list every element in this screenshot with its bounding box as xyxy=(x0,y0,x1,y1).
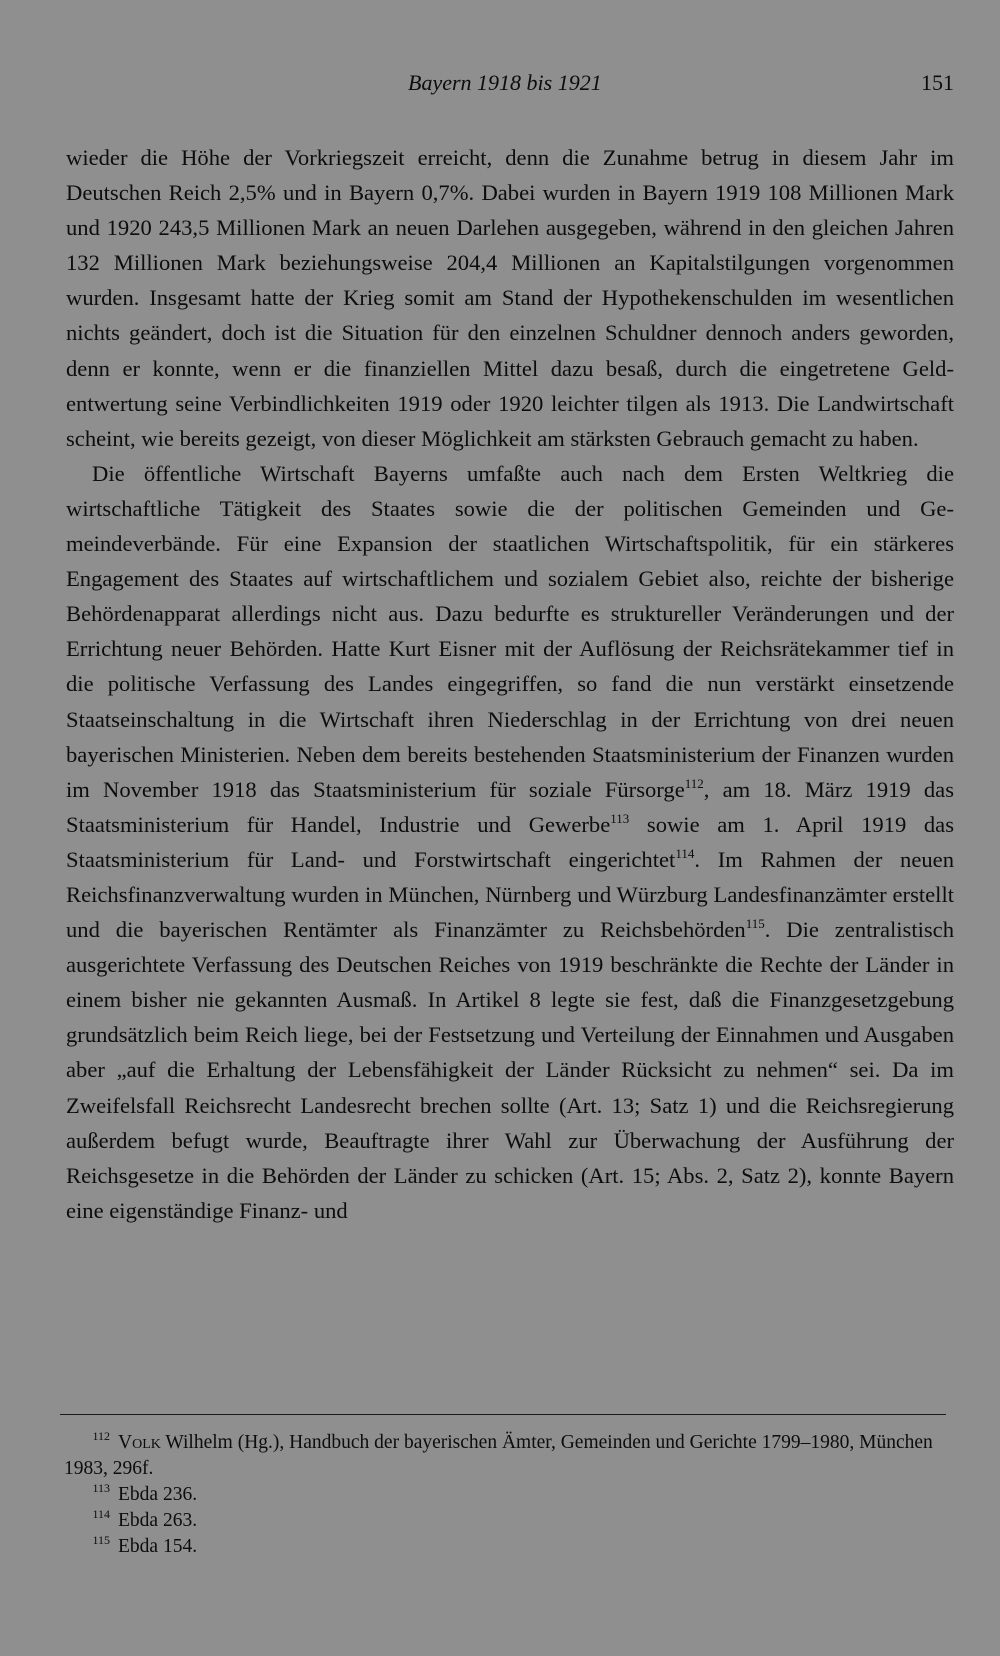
footnote-text: Ebda 236. xyxy=(118,1484,198,1505)
footnote-113 xyxy=(64,1482,952,1508)
running-head xyxy=(0,70,1000,100)
footnote-marker xyxy=(64,1430,118,1456)
paragraph-2-segment: . Die zentralistisch ausgerichtete Verfassung des Deutschen Reiches von 1919 beschränkte die Rechte der Länder in einem bisher nie gekannten Ausmaß. In Artikel 8 legte sie fest, daß die Finanzgesetzgebung grundsätzlich beim Reich liege, bei der Festsetzung und Verteilung der Einnahmen und Ausgaben aber „auf die Erhaltung der Lebensfähigkeit der Länder Rücksicht zu nehmen“ sei. Da im Zweifelsfall Reichsrecht Landesrecht brechen sollte (Art. 13; Satz 1) und die Reichsregierung außerdem befugt wurde, Beauftragte ihrer Wahl zur Überwachung der Ausführung der Reichsgesetze in die Behörden der Länder zu schicken (Art. 15; Abs. 2, Satz 2), konnte Bayern eine eigenständige Finanz- und xyxy=(66,917,954,1223)
footnote-number: 115 xyxy=(92,1533,110,1547)
paragraph-2-segment: . Im Rahmen der neuen Reichsfinanzverwaltung wurden in München, Nürnberg und Würzburg Landesfinanzämter erstellt und die bayerischen Rentämter als Finanzämter zu Reichsbehörden xyxy=(66,846,954,943)
paragraph-2 xyxy=(66,456,954,1228)
footnote-marker xyxy=(64,1508,118,1534)
paragraph-2-segment: Die öffentliche Wirtschaft Bayerns umfaßte auch nach dem Ersten Weltkrieg die wirtschaftliche Tätigkeit des Staates sowie die der politischen Gemeinden und Gemeindeverbände. Für eine Expansion der staatlichen Wirtschaftspolitik, für ein stärkeres Engagement des Staates auf wirtschaftlichem und sozialem Gebiet also, reichte der bisherige Behördenapparat allerdings nicht aus. Dazu bedurfte es struktureller Veränderungen und der Errichtung neuer Behörden. Hatte Kurt Eisner mit der Auflösung der Reichsrätekammer tief in die politische Verfassung des Landes eingegriffen, so fand die nun verstärkt einsetzende Staatseinschaltung in die Wirtschaft ihren Niederschlag in der Errichtung von drei neuen bayerischen Ministerien. Neben dem bereits bestehenden Staatsministerium der Finanzen wurden im November 1918 das Staatsministerium für soziale Fürsorge xyxy=(66,460,954,802)
footnote-number: 114 xyxy=(92,1507,110,1521)
body-text xyxy=(66,140,954,1228)
footnote-114 xyxy=(64,1508,952,1534)
footnote-marker xyxy=(64,1534,118,1560)
page-number: 151 xyxy=(921,70,954,95)
footnote-reference: 115 xyxy=(745,916,765,932)
footnote-divider xyxy=(60,1414,946,1415)
paragraph-2-segment: , am 18. März 1919 das Staatsministerium für Handel, Industrie und Gewerbe xyxy=(66,776,954,837)
footnote-text: Ebda 154. xyxy=(118,1536,198,1557)
footnote-number: 113 xyxy=(92,1481,110,1495)
footnote-reference: 114 xyxy=(675,845,695,861)
footnotes xyxy=(64,1430,952,1560)
footnote-text: Wilhelm (Hg.), Handbuch der bayerischen Ämter, Gemeinden und Gerichte 1799–1980, München 1983, 296f. xyxy=(64,1432,933,1479)
footnote-author: Volk xyxy=(118,1432,161,1453)
footnote-112 xyxy=(64,1430,952,1482)
footnote-115 xyxy=(64,1534,952,1560)
footnote-text: Ebda 263. xyxy=(118,1510,198,1531)
footnote-marker xyxy=(64,1482,118,1508)
footnote-number: 112 xyxy=(92,1429,110,1443)
footnote-reference: 113 xyxy=(610,810,630,826)
paragraph-2-segment: sowie am 1. April 1919 das Staatsministerium für Land- und Forstwirtschaft eingerichtet xyxy=(66,811,955,872)
footnote-reference: 112 xyxy=(684,775,704,791)
paragraph-1: wieder die Höhe der Vorkriegszeit erreicht, denn die Zunahme betrug in diesem Jahr im Deutschen Reich 2,5% und in Bayern 0,7%. Dabei wurden in Bayern 1919 108 Millionen Mark und 1920 243,5 Millionen Mark an neuen Darlehen ausgegeben, während in den gleichen Jahren 132 Millionen Mark beziehungsweise 204,4 Millionen an Kapitalstilgungen vorgenommen wurden. Insgesamt hatte der Krieg somit am Stand der Hypothekenschulden im wesentlichen nichts geändert, doch ist die Situation für den einzelnen Schuldner dennoch anders geworden, denn er konnte, wenn er die finanziellen Mittel dazu besaß, durch die eingetretene Geldentwertung seine Verbindlichkeiten 1919 oder 1920 leichter tilgen als 1913. Die Landwirtschaft scheint, wie bereits gezeigt, von dieser Möglichkeit am stärksten Gebrauch gemacht zu haben. xyxy=(66,145,954,451)
running-title: Bayern 1918 bis 1921 xyxy=(408,70,602,95)
